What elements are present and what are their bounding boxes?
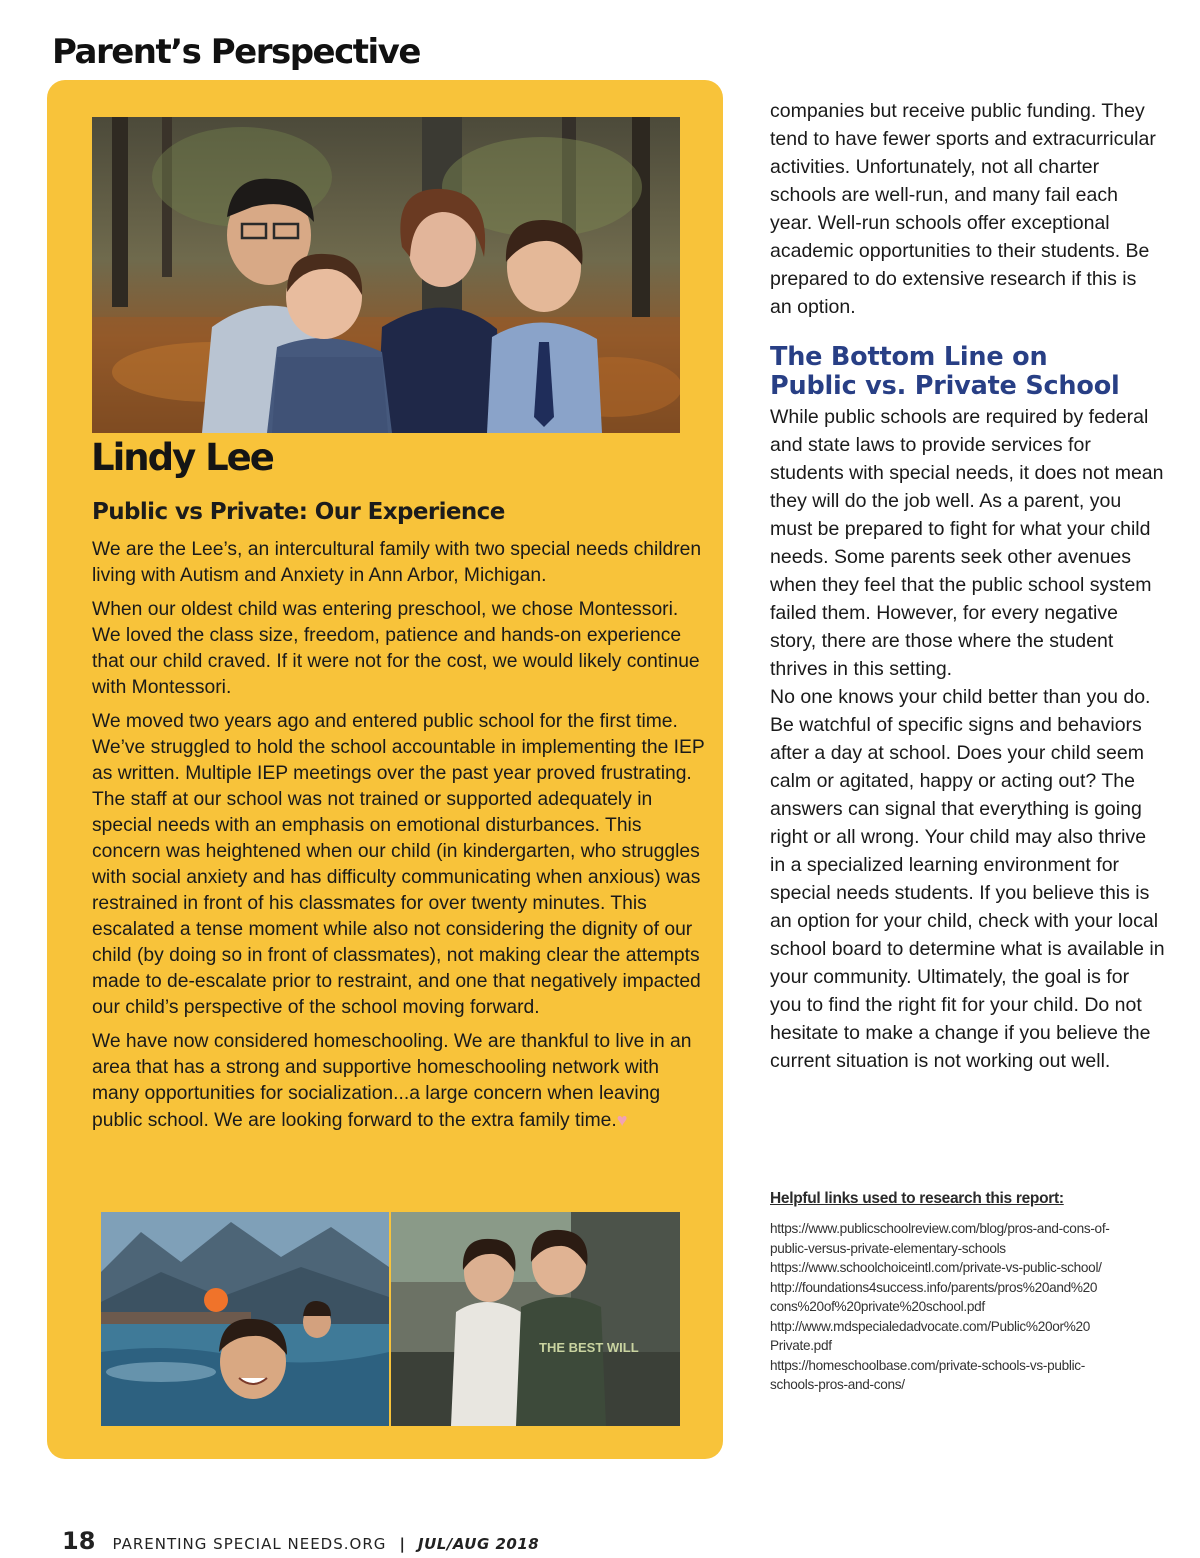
shirt-print-text: THE BEST WILL [539, 1340, 639, 1355]
story-paragraph [92, 1029, 708, 1134]
continued-paragraph: companies but receive public funding. They tend to have fewer sports and extracurricular activities. Unfortunately, not all charter schools are well-run, and many fail each year. Well-run schools offer exceptional academic opportunities to their students. Be prepared to do extensive research if this is an option. [770, 100, 1156, 318]
link-line[interactable]: https://homeschoolbase.com/private-schools-vs-public- [770, 1357, 1086, 1373]
page-number: 18 [62, 1527, 96, 1555]
heading-line: The Bottom Line on [770, 342, 1048, 372]
heart-icon: ♥ [616, 1110, 628, 1130]
section-title: Parent’s Perspective [52, 32, 420, 72]
bottom-line-body [770, 403, 1165, 1075]
continued-article [770, 97, 1160, 321]
link-line[interactable]: schools-pros-and-cons/ [770, 1377, 905, 1392]
link-line[interactable]: https://www.schoolchoiceintl.com/private-vs-public-school/ [770, 1260, 1102, 1275]
story-paragraph-text: We have now considered homeschooling. We are thankful to live in an area that has a strong and supportive homeschooling network with many opportunities for socialization...a large concern when leaving public school. We are looking forward to the extra family time. [92, 1031, 692, 1131]
story-paragraph: When our oldest child was entering preschool, we chose Montessori. We loved the class size, freedom, patience and hands-on experience that our child craved. If it were not for the cost, we would likely continue with Montessori. [92, 599, 700, 698]
body-paragraph: No one knows your child better than you do. Be watchful of specific signs and behaviors after a day at school. Does your child seem calm or agitated, happy or acting out? The answers can signal that everything is going right or all wrong. Your child may also thrive in a specialized learning environment for special needs students. If you believe this is an option for your child, check with your local school board to determine what is available in your community. Ultimately, the goal is for you to find the right fit for your child. Do not hesitate to make a change if you believe the current situation is not working out well. [770, 686, 1165, 1072]
bottom-line-heading [770, 343, 1170, 401]
issue-date: JUL/AUG 2018 [418, 1535, 540, 1553]
sidebar-story [92, 537, 708, 1142]
story-paragraph: We moved two years ago and entered public school for the first time. We’ve struggled to hold the school accountable in implementing the IEP as written. Multiple IEP meetings over the past year proved frustrating. The staff at our school was not trained or supported adequately in special needs with an emphasis on emotional disturbances. This concern was heightened when our child (in kindergarten, who struggles with social anxiety and has difficulty communicating when anxious) was restrained in front of his classmates for over twenty minutes. This escalated a tense moment while also not considering the dignity of our child (by doing so in front of classmates), not making clear the attempts made to de-escalate prior to restraint, and one that negatively impacted our child’s perspective of the school moving forward. [92, 711, 705, 1018]
bus-photo [391, 1212, 680, 1426]
link-line[interactable]: http://foundations4success.info/parents/pros%20and%20 [770, 1279, 1098, 1295]
links-heading: Helpful links used to research this report: [770, 1190, 1064, 1207]
link-line[interactable]: public-versus-private-elementary-schools [770, 1240, 1006, 1256]
link-line[interactable]: https://www.publicschoolreview.com/blog/pros-and-cons-of- [770, 1221, 1110, 1236]
links-list [770, 1219, 1160, 1395]
heading-line: Public vs. Private School [770, 371, 1120, 401]
article-subtitle: Public vs Private: Our Experience [92, 499, 505, 525]
story-paragraph: We are the Lee’s, an intercultural family with two special needs children living with Autism and Anxiety in Ann Arbor, Michigan. [92, 539, 702, 586]
link-line[interactable]: cons%20of%20private%20school.pdf [770, 1299, 985, 1314]
link-line[interactable]: Private.pdf [770, 1338, 832, 1353]
author-name: Lindy Lee [91, 436, 273, 479]
pool-photo [101, 1212, 389, 1426]
link-line[interactable]: http://www.mdspecialedadvocate.com/Public%20or%20 [770, 1318, 1091, 1334]
page-footer [62, 1527, 539, 1555]
body-paragraph: While public schools are required by federal and state laws to provide services for students with special needs, it does not mean they will do the job well. As a parent, you must be prepared to fight for what your child needs. Some parents seek other avenues when they feel that the public school system failed them. However, for every negative story, there are those where the student thrives in this setting. [770, 406, 1164, 680]
family-photo [92, 117, 680, 433]
footer-separator: | [399, 1535, 405, 1553]
publication-name: PARENTING SPECIAL NEEDS.ORG [112, 1535, 387, 1553]
